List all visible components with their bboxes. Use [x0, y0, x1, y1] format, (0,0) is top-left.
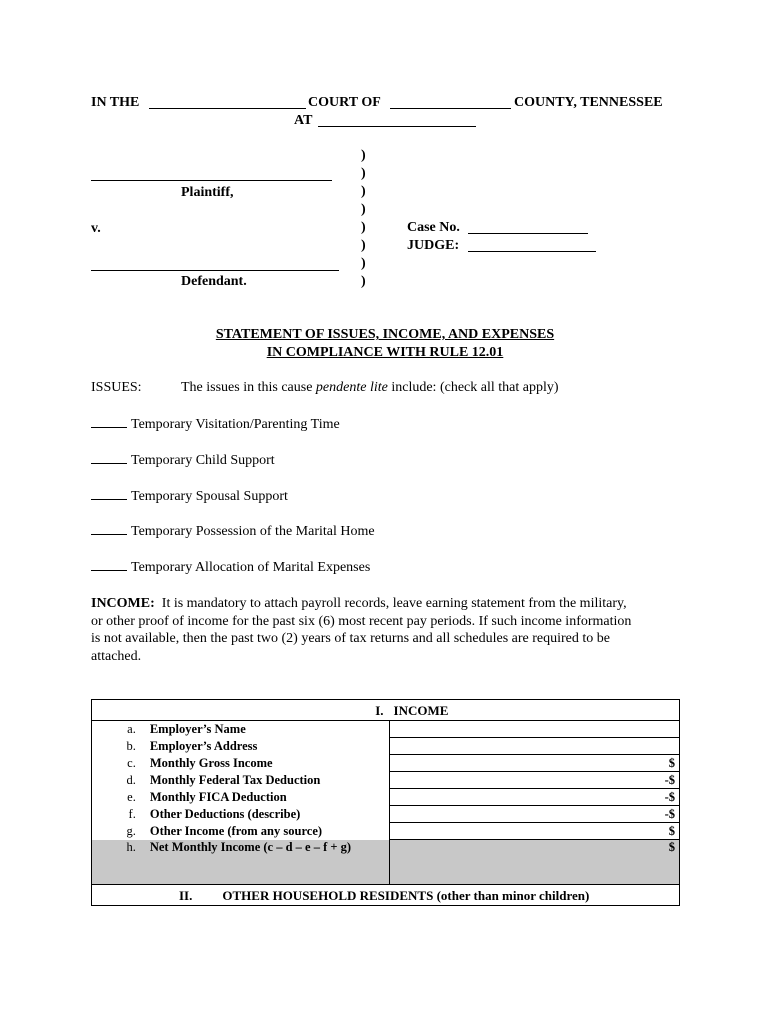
- table-row: [92, 738, 680, 755]
- income-notice-text: or other proof of income for the past six (6) most recent pay periods. If such income information: [91, 613, 632, 629]
- income-table-header: [92, 700, 680, 721]
- caption-paren: ): [361, 184, 366, 199]
- income-notice-heading: INCOME:: [91, 596, 155, 611]
- case-no-label: Case No.: [407, 220, 460, 235]
- caption-in-the: IN THE: [91, 95, 140, 110]
- row-letter: c.: [92, 755, 146, 772]
- caption-paren: ): [361, 274, 366, 289]
- income-notice-text: It is mandatory to attach payroll records, leave earning statement from the military,: [161, 596, 627, 611]
- plaintiff-label: Plaintiff,: [181, 185, 234, 200]
- row-label: Monthly Gross Income: [146, 755, 390, 772]
- defendant-name-blank[interactable]: [91, 270, 339, 271]
- row-letter: h.: [92, 840, 146, 885]
- issue-checkbox-blank[interactable]: [91, 452, 127, 464]
- caption-paren: ): [361, 166, 366, 181]
- gross-income-field[interactable]: $: [390, 755, 680, 772]
- county-name-blank[interactable]: [390, 108, 511, 109]
- row-letter: d.: [92, 772, 146, 789]
- section2-title: [92, 885, 680, 906]
- income-notice-text: attached.: [91, 648, 142, 664]
- issue-checkbox-blank[interactable]: [91, 416, 127, 428]
- section2-number: II.: [179, 887, 193, 903]
- caption-court-of: COURT OF: [308, 95, 381, 110]
- issue-label: Temporary Allocation of Marital Expenses: [131, 560, 371, 575]
- caption-county: COUNTY, TENNESSEE: [514, 95, 663, 110]
- table-row: [92, 721, 680, 738]
- row-label: Net Monthly Income (c – d – e – f + g): [146, 840, 390, 885]
- section-number: I.: [92, 700, 390, 721]
- row-label: Other Income (from any source): [146, 823, 390, 840]
- table-row: [92, 840, 680, 885]
- federal-tax-field[interactable]: -$: [390, 772, 680, 789]
- location-blank[interactable]: [318, 126, 476, 127]
- net-income-field[interactable]: $: [390, 840, 680, 885]
- row-letter: g.: [92, 823, 146, 840]
- other-deductions-field[interactable]: -$: [390, 806, 680, 823]
- section2-title-text: OTHER HOUSEHOLD RESIDENTS (other than minor children): [222, 887, 590, 903]
- caption-paren: ): [361, 148, 366, 163]
- income-notice: [91, 595, 631, 665]
- issues-intro-text-end: include: (check all that apply): [387, 380, 559, 395]
- employer-name-field[interactable]: [390, 721, 680, 738]
- versus-label: v.: [91, 221, 101, 236]
- row-label: Monthly FICA Deduction: [146, 789, 390, 806]
- caption-paren: ): [361, 202, 366, 217]
- issue-label: Temporary Visitation/Parenting Time: [131, 417, 340, 432]
- issues-intro: [181, 380, 559, 396]
- case-no-blank[interactable]: [468, 233, 588, 234]
- row-label: Employer’s Name: [146, 721, 390, 738]
- issue-item: [91, 559, 370, 576]
- income-notice-line1: [91, 595, 631, 613]
- section2-header: [92, 885, 680, 906]
- issues-heading: ISSUES:: [91, 380, 142, 395]
- table-row: [92, 772, 680, 789]
- caption-paren: ): [361, 256, 366, 271]
- row-letter: e.: [92, 789, 146, 806]
- document-title-line1: STATEMENT OF ISSUES, INCOME, AND EXPENSES: [215, 327, 555, 342]
- section-title: INCOME: [390, 700, 680, 721]
- caption-paren: ): [361, 238, 366, 253]
- judge-label: JUDGE:: [407, 238, 460, 253]
- row-letter: a.: [92, 721, 146, 738]
- issue-label: Temporary Child Support: [131, 453, 275, 468]
- caption-at: AT: [294, 113, 313, 128]
- table-row: [92, 806, 680, 823]
- judge-blank[interactable]: [468, 251, 596, 252]
- row-letter: b.: [92, 738, 146, 755]
- other-income-field[interactable]: $: [390, 823, 680, 840]
- issues-intro-italic: pendente lite: [315, 380, 388, 395]
- row-label: Monthly Federal Tax Deduction: [146, 772, 390, 789]
- issue-item: [91, 416, 340, 433]
- income-table: [91, 699, 680, 906]
- table-row: [92, 823, 680, 840]
- issue-label: Temporary Spousal Support: [131, 489, 288, 504]
- table-row: [92, 755, 680, 772]
- caption-paren: ): [361, 220, 366, 235]
- row-letter: f.: [92, 806, 146, 823]
- income-notice-text: is not available, then the past two (2) years of tax returns and all schedules are required to be: [91, 631, 610, 646]
- issue-checkbox-blank[interactable]: [91, 488, 127, 500]
- issue-item: [91, 452, 275, 469]
- table-row: [92, 789, 680, 806]
- issue-item: [91, 523, 375, 540]
- fica-field[interactable]: -$: [390, 789, 680, 806]
- row-label: Employer’s Address: [146, 738, 390, 755]
- employer-address-field[interactable]: [390, 738, 680, 755]
- row-label: Other Deductions (describe): [146, 806, 390, 823]
- court-name-blank[interactable]: [149, 108, 306, 109]
- document-title-line2: IN COMPLIANCE WITH RULE 12.01: [266, 345, 504, 360]
- issue-checkbox-blank[interactable]: [91, 559, 127, 571]
- issue-item: [91, 488, 288, 505]
- plaintiff-name-blank[interactable]: [91, 180, 332, 181]
- issue-label: Temporary Possession of the Marital Home: [131, 524, 375, 539]
- issue-checkbox-blank[interactable]: [91, 523, 127, 535]
- issues-intro-text: The issues in this cause: [181, 380, 316, 395]
- defendant-label: Defendant.: [181, 274, 247, 289]
